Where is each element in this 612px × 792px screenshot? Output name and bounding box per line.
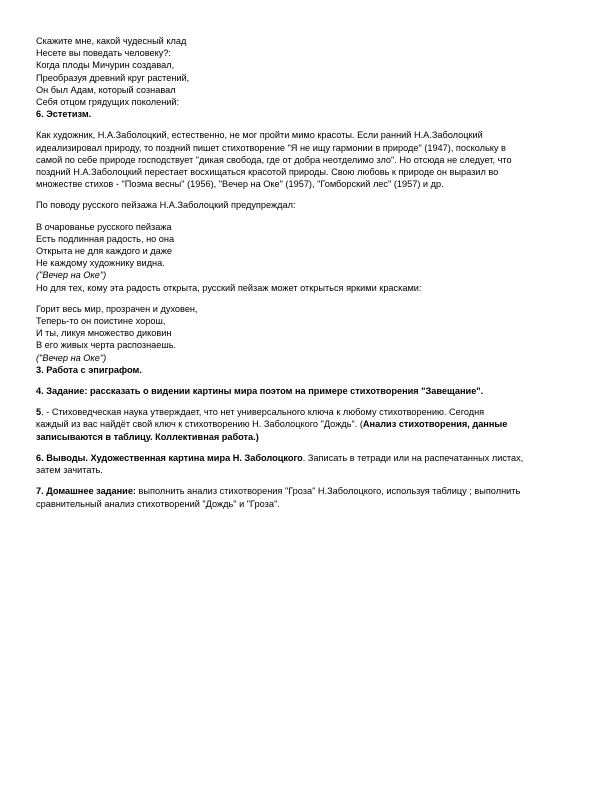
paragraph-section5: [36, 406, 584, 443]
poem-line: Когда плоды Мичурин создавал,: [36, 60, 175, 71]
paragraph-bold-text: Анализ стихотворения, данные: [362, 419, 508, 430]
poem-line: И ты, ликуя множество диковин: [36, 328, 172, 339]
section-heading-homework: 7. Домашнее задание:: [36, 486, 136, 497]
poem-line: Несете вы поведать человеку?:: [36, 48, 171, 59]
paragraph-open: Но для тех, кому эта радость открыта, русский пейзаж может открыться яркими красками:: [36, 282, 422, 293]
poem-line: Себя отцом грядущих поколений:: [36, 97, 180, 108]
poem-source: ("Вечер на Оке"): [36, 270, 107, 281]
paragraph-text: затем зачитать.: [36, 465, 103, 476]
section-number: 5: [36, 407, 42, 418]
poem-michurin: [36, 35, 584, 108]
section-heading-aesthetics: 6. Эстетизм.: [36, 109, 92, 120]
poem-line: Он был Адам, который сознавал: [36, 84, 176, 95]
document-page: [36, 35, 584, 510]
paragraph-text: сравнительный анализ стихотворений "Дождь" и "Гроза".: [36, 498, 280, 509]
section-heading-epigraph: 3. Работа с эпиграфом.: [36, 364, 142, 375]
paragraph-homework: [36, 485, 584, 509]
poem-russian-landscape: [36, 221, 584, 282]
paragraph-line: множестве стихов - "Поэма весны" (1956), "Вечер на Оке" (1957), "Гомборский лес" (1957) и др.: [36, 179, 444, 190]
paragraph-conclusions: [36, 452, 584, 476]
poem-line: Преобразуя древний круг растений,: [36, 72, 190, 83]
section-heading-conclusions: 6. Выводы. Художественная картина мира Н. Заболоцкого: [36, 452, 303, 463]
poem-line: Горит весь мир, прозрачен и духовен,: [36, 303, 198, 314]
paragraph-text: ): [255, 431, 259, 442]
poem-line: Теперь-то он поистине хорош,: [36, 316, 166, 327]
poem-line: Есть подлинная радость, но она: [36, 233, 175, 244]
paragraph-text: . Записать в тетради или на распечатанных листах,: [302, 452, 524, 463]
poem-line: В его живых черта распознаешь.: [36, 340, 177, 351]
poem-line: Не каждому художнику видна.: [36, 258, 165, 269]
poem-source: ("Вечер на Оке"): [36, 352, 107, 363]
paragraph-line: идеализировал природу, то поздний пишет стихотворение "Я не ищу гармонии в природе" (1947), поскольку в: [36, 142, 506, 153]
section-heading-task: 4. Задание: рассказать о видении картины мира поэтом на примере стихотворения "Завещание".: [36, 386, 484, 397]
paragraph-line: Как художник, Н.А.Заболоцкий, естественно, не мог пройти мимо красоты. Если ранний Н.А.Заболоцкий: [36, 130, 483, 141]
poem-line: Открыта не для каждого и даже: [36, 246, 173, 257]
paragraph-text: выполнить анализ стихотворения "Гроза" Н.Заболоцкого, используя таблицу ; выполнить: [136, 486, 521, 497]
paragraph-line: поздний Н.А.Заболоцкий перестает восхищаться красотой природы. Свою любовь к природе он выразил во: [36, 167, 499, 178]
poem-line: Скажите мне, какой чудесный клад: [36, 36, 187, 46]
paragraph-aesthetics: [36, 129, 584, 190]
paragraph-line: самой по себе природе господствует "дикая свобода, где от добра неотделимо зло". Но отсюда не следует, что: [36, 154, 512, 165]
paragraph-warning: По поводу русского пейзажа Н.А.Заболоцкий предупреждал:: [36, 200, 296, 211]
paragraph-bold-text: записываются в таблицу. Коллективная работа.: [36, 431, 256, 442]
paragraph-text: . - Стиховедческая наука утверждает, что нет универсального ключа к любому стихотворению. Сегодня: [41, 407, 485, 418]
poem-line: В очарованье русского пейзажа: [36, 221, 172, 232]
poem-world-burns: [36, 303, 584, 364]
paragraph-text: каждый из вас найдёт свой ключ к стихотворению Н. Заболоцкого "Дождь". (: [36, 419, 363, 430]
